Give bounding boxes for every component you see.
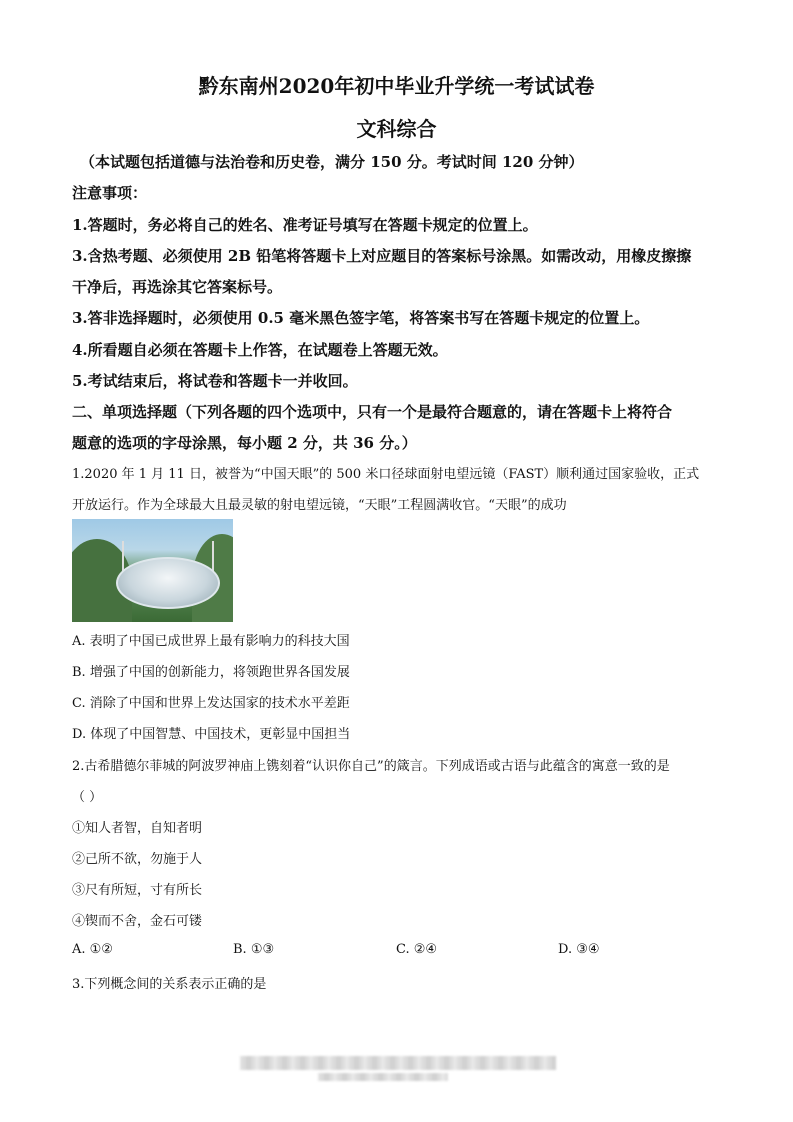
exam-title: 黔东南州2020年初中毕业升学统一考试试卷 [198,74,595,98]
q1-option-c: C. 消除了中国和世界上发达国家的技术水平差距 [72,696,350,711]
q1-option-d: D. 体现了中国智慧、中国技术，更彰显中国担当 [72,727,351,742]
q2-statement: ②己所不欲，勿施于人 [72,852,203,867]
q2-statement: ①知人者智，自知者明 [72,821,203,836]
note-item: 4.所看题自必须在答题卡上作答，在试题卷上答题无效。 [72,341,448,359]
q2-stem: 2.古希腊德尔菲城的阿波罗神庙上镌刻着“认识你自己”的箴言。下列成语或古语与此蕴含的寓意一致的是 [72,759,670,774]
intro-text: （本试题包括道德与法治卷和历史卷，满分 150 分。考试时间 120 分钟） [80,153,584,171]
q2-statement: ④锲而不舍，金石可镂 [72,914,203,929]
q3-stem: 3.下列概念间的关系表示正确的是 [72,977,267,992]
q1-stem: 1.2020 年 1 月 11 日，被誉为“中国天眼”的 500 米口径球面射电望远镜（FAST）顺利通过国家验收，正式 [72,467,700,482]
note-item: 干净后，再选涂其它答案标号。 [72,278,283,296]
fast-telescope-image [72,519,233,622]
notes-heading: 注意事项： [72,184,148,202]
exam-subtitle: 文科综合 [356,117,437,141]
watermark-blur [240,1056,556,1070]
q2-blank: （ ） [72,790,103,805]
note-item: 5.考试结束后，将试卷和答题卡一并收回。 [72,372,358,390]
q2-statement: ③尺有所短，寸有所长 [72,883,203,898]
note-item: 3.含热考题、必须使用 2B 铅笔将答题卡上对应题目的答案标号涂黑。如需改动，用橡皮擦擦 [72,247,692,265]
section-heading: 二、单项选择题（下列各题的四个选项中，只有一个是最符合题意的，请在答题卡上将符合 [72,403,673,421]
section-heading-cont: 题意的选项的字母涂黑，每小题 2 分，共 36 分。） [72,434,417,452]
note-item: 3.答非选择题时，必须使用 0.5 毫米黑色签字笔，将答案书写在答题卡规定的位置上。 [72,309,650,327]
watermark-blur [318,1073,448,1081]
q2-option-b: B. ①③ [233,942,275,957]
q2-option-a: A. ①② [72,942,113,957]
q2-option-c: C. ②④ [396,942,438,957]
note-item: 1.答题时，务必将自己的姓名、准考证号填写在答题卡规定的位置上。 [72,216,538,234]
q2-option-d: D. ③④ [558,942,600,957]
q1-option-b: B. 增强了中国的创新能力，将领跑世界各国发展 [72,665,350,680]
q1-stem-cont: 开放运行。作为全球最大且最灵敏的射电望远镜，“天眼”工程圆满收官。“天眼”的成功 [72,498,567,513]
q1-option-a: A. 表明了中国已成世界上最有影响力的科技大国 [72,634,350,649]
